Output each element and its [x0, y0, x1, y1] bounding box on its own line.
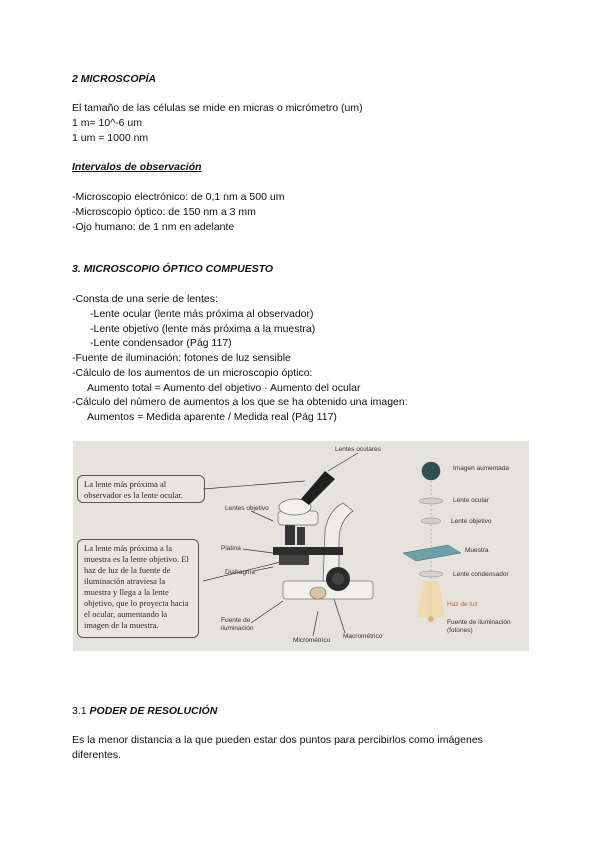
label-micrometrico: Micrométrico	[293, 637, 331, 644]
label-fuente-right: Fuente de iluminación (fotones)	[447, 619, 511, 634]
conversion-line-1: 1 m= 10^-6 um	[72, 117, 142, 129]
units-line: El tamaño de las células se mide en micras o micrómetro (um)	[72, 102, 363, 114]
label-haz: Haz de luz	[447, 601, 478, 608]
list-line: -Lente ocular (lente más próxima al observador)	[90, 308, 314, 320]
intervals-heading: Intervalos de observación	[72, 161, 202, 173]
formula-line: Aumentos = Medida aparente / Medida real (Pág 117)	[87, 411, 337, 423]
interval-item: -Microscopio óptico: de 150 nm a 3 mm	[72, 206, 256, 218]
callout-objetivo-text: La lente más próxima a la muestra es la lente objetivo. El haz de luz de la fuente de iluminación atraviesa la muestra y llega a la lente objetivo, que lo proyecta hacia el ocular, aumentando la imagen de la muestra.	[84, 543, 189, 630]
section-3-1-heading	[72, 704, 217, 718]
resolution-text-1: Es la menor distancia a la que pueden estar dos puntos para percibirlos como imágenes	[72, 734, 483, 746]
label-lentes-oculares: Lentes oculares	[335, 446, 381, 453]
list-line: -Fuente de iluminación: fotones de luz sensible	[72, 352, 291, 364]
list-line: -Lente objetivo (lente más próxima a la muestra)	[90, 323, 316, 335]
microscope-figure	[73, 441, 529, 651]
label-macrometrico: Macrométrico	[343, 633, 383, 640]
label-diafragma: Diafragma	[225, 569, 255, 576]
label-ocular: Lente ocular	[453, 497, 489, 504]
label-objetivo: Lente objetivo	[451, 518, 492, 525]
conversion-line-2: 1 um = 1000 nm	[72, 132, 149, 144]
resolution-text-2: diferentes.	[72, 749, 122, 761]
formula-line: Aumento total = Aumento del objetivo · Aumento del ocular	[87, 382, 361, 394]
label-muestra: Muestra	[465, 547, 489, 554]
label-lentes-objetivo: Lentes objetivo	[225, 505, 269, 512]
callout-objetivo	[77, 539, 199, 638]
list-line: -Lente condensador (Pág 117)	[90, 337, 232, 349]
label-platina: Platina	[221, 545, 241, 552]
callout-ocular-text: La lente más próxima al observador es la lente ocular.	[84, 479, 183, 500]
section-2-title: 2 MICROSCOPÍA	[72, 73, 157, 85]
interval-item: -Microscopio electrónico: de 0,1 nm a 500 um	[72, 191, 285, 203]
list-line: -Consta de una serie de lentes:	[72, 293, 218, 305]
section-3-1-title: PODER DE RESOLUCIÓN	[89, 705, 218, 717]
list-line: -Cálculo de los aumentos de un microscopio óptico:	[72, 367, 313, 379]
section-3-title: 3. MICROSCOPIO ÓPTICO COMPUESTO	[72, 263, 274, 275]
label-fuente: Fuente de iluminación	[221, 617, 254, 632]
callout-ocular	[77, 475, 205, 503]
label-imagen: Imagen aumentada	[453, 465, 510, 472]
label-condensador: Lente condensador	[453, 571, 509, 578]
list-line: -Cálculo del número de aumentos a los que se ha obtenido una imagen:	[72, 396, 408, 408]
section-3-1-number: 3.1	[72, 705, 87, 717]
interval-item: -Ojo humano: de 1 nm en adelante	[72, 221, 235, 233]
